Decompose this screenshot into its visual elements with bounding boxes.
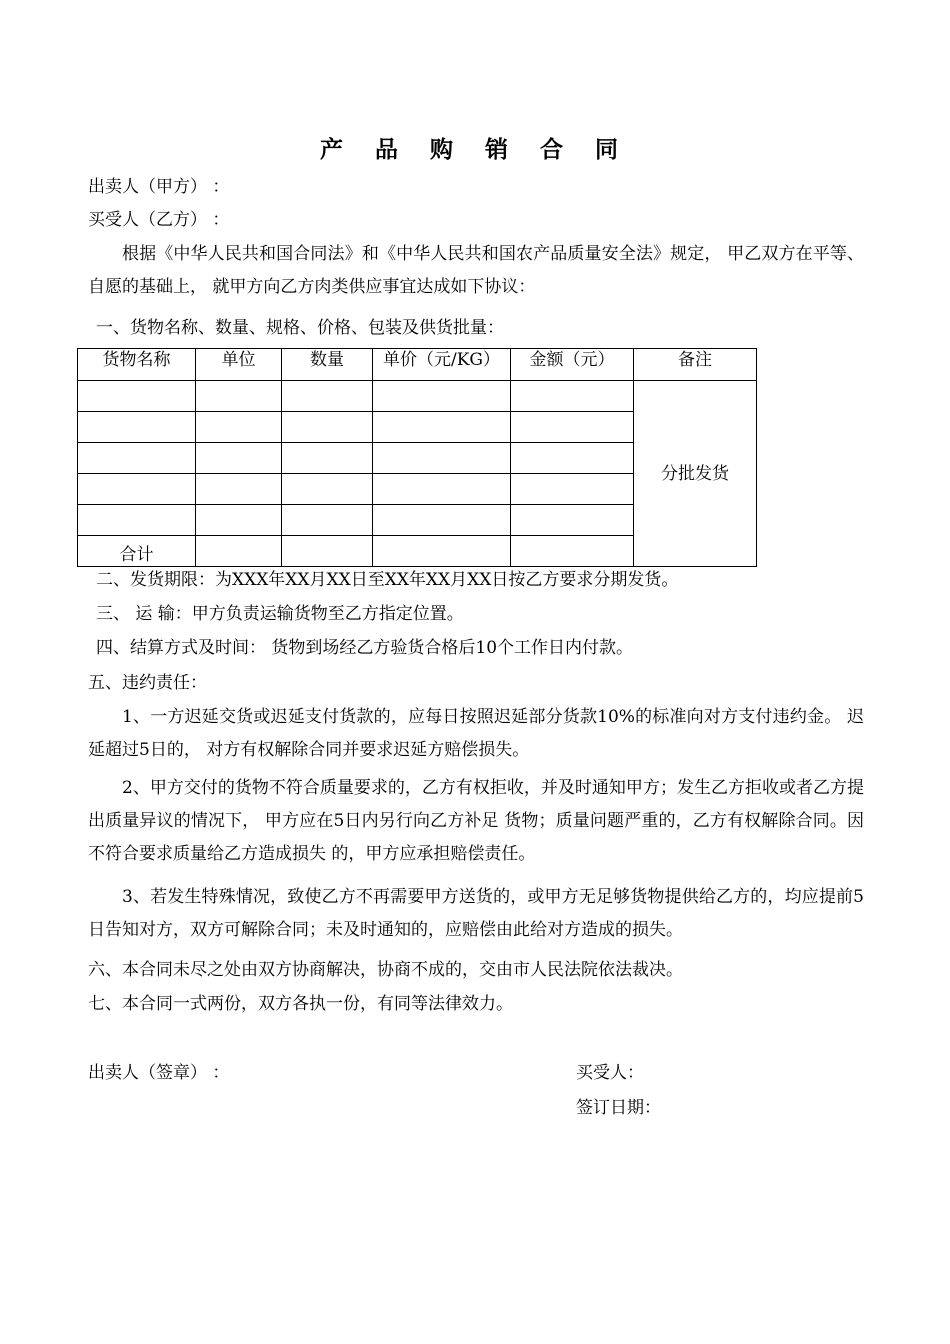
preamble: 根据《中华人民共和国合同法》和《中华人民共和国农产品质量安全法》规定， 甲乙双方在平等、 自愿的基础上， 就甲方向乙方肉类供应事宜达成如下协议： (88, 244, 864, 297)
header-unit: 单位 (196, 349, 282, 381)
table-cell[interactable] (196, 443, 282, 474)
table-cell[interactable] (511, 381, 634, 412)
remark-cell: 分批发货 (634, 381, 757, 567)
table-row (78, 381, 757, 412)
liability-clause-2: 2、甲方交付的货物不符合质量要求的，乙方有权拒收，并及时通知甲方；发生乙方拒收或者乙方提出质量异议的情况下， 甲方应在5日内另行向乙方补足 货物；质量问题严重的，乙方有权解除合同。因不符合要求质量给乙方造成损失 的，甲方应承担赔偿责任。 (88, 778, 864, 864)
liability-clause-3: 3、若发生特殊情况，致使乙方不再需要甲方送货的，或甲方无足够货物提供给乙方的，均应提前5日告知对方，双方可解除合同；未及时通知的，应赔偿由此给对方造成的损失。 (88, 887, 864, 940)
table-cell[interactable] (196, 536, 282, 567)
contract-title: 产 品 购 销 合 同 (319, 137, 631, 163)
section-liability-heading: 五、违约责任： (88, 673, 207, 693)
section-delivery-period: 二、发货期限：为XXX年XX月XX日至XX年XX月XX日按乙方要求分期发货。 (96, 570, 679, 590)
table-cell[interactable] (373, 412, 511, 443)
seller-party-line: 出卖人（甲方） ： (88, 177, 230, 197)
section-settlement: 四、结算方式及时间： 货物到场经乙方验货合格后10个工作日内付款。 (96, 638, 634, 658)
table-cell[interactable] (78, 412, 196, 443)
table-cell[interactable] (511, 443, 634, 474)
table-cell[interactable] (511, 505, 634, 536)
table-cell[interactable] (373, 381, 511, 412)
table-cell[interactable] (78, 443, 196, 474)
table-cell[interactable] (78, 381, 196, 412)
seller-signature-label: 出卖人（签章） ： (88, 1063, 230, 1083)
header-goods-name: 货物名称 (78, 349, 196, 381)
header-quantity: 数量 (282, 349, 373, 381)
table-header-row (78, 349, 757, 381)
table-cell[interactable] (196, 412, 282, 443)
buyer-signature-label: 买受人： (576, 1063, 644, 1083)
goods-table (77, 348, 757, 567)
table-cell[interactable] (373, 474, 511, 505)
table-cell[interactable] (282, 443, 373, 474)
total-label: 合计 (78, 536, 196, 567)
table-cell[interactable] (78, 474, 196, 505)
buyer-party-line: 买受人（乙方） ： (88, 210, 230, 230)
table-cell[interactable] (196, 505, 282, 536)
table-cell[interactable] (282, 412, 373, 443)
table-cell[interactable] (282, 536, 373, 567)
table-cell[interactable] (373, 443, 511, 474)
section-goods-heading: 一、货物名称、数量、规格、价格、包装及供货批量： (96, 318, 504, 338)
table-cell[interactable] (78, 505, 196, 536)
table-cell[interactable] (373, 536, 511, 567)
table-cell[interactable] (511, 412, 634, 443)
header-unit-price: 单价（元/KG） (373, 349, 511, 381)
section-transport: 三、 运 输：甲方负责运输货物至乙方指定位置。 (96, 604, 464, 624)
table-cell[interactable] (196, 381, 282, 412)
header-amount: 金额（元） (511, 349, 634, 381)
signing-date-label: 签订日期： (576, 1098, 661, 1118)
table-cell[interactable] (282, 505, 373, 536)
table-cell[interactable] (373, 505, 511, 536)
table-cell[interactable] (196, 474, 282, 505)
header-remark: 备注 (634, 349, 757, 381)
liability-clause-1: 1、一方迟延交货或迟延支付货款的，应每日按照迟延部分货款10%的标准向对方支付违约金。 迟延超过5日的， 对方有权解除合同并要求迟延方赔偿损失。 (88, 707, 864, 760)
table-cell[interactable] (282, 381, 373, 412)
table-cell[interactable] (511, 474, 634, 505)
section-dispute-resolution: 六、本合同未尽之处由双方协商解决，协商不成的，交由市人民法院依法裁决。 (88, 960, 683, 980)
table-cell[interactable] (282, 474, 373, 505)
section-copies: 七、本合同一式两份，双方各执一份，有同等法律效力。 (88, 994, 513, 1014)
table-cell[interactable] (511, 536, 634, 567)
